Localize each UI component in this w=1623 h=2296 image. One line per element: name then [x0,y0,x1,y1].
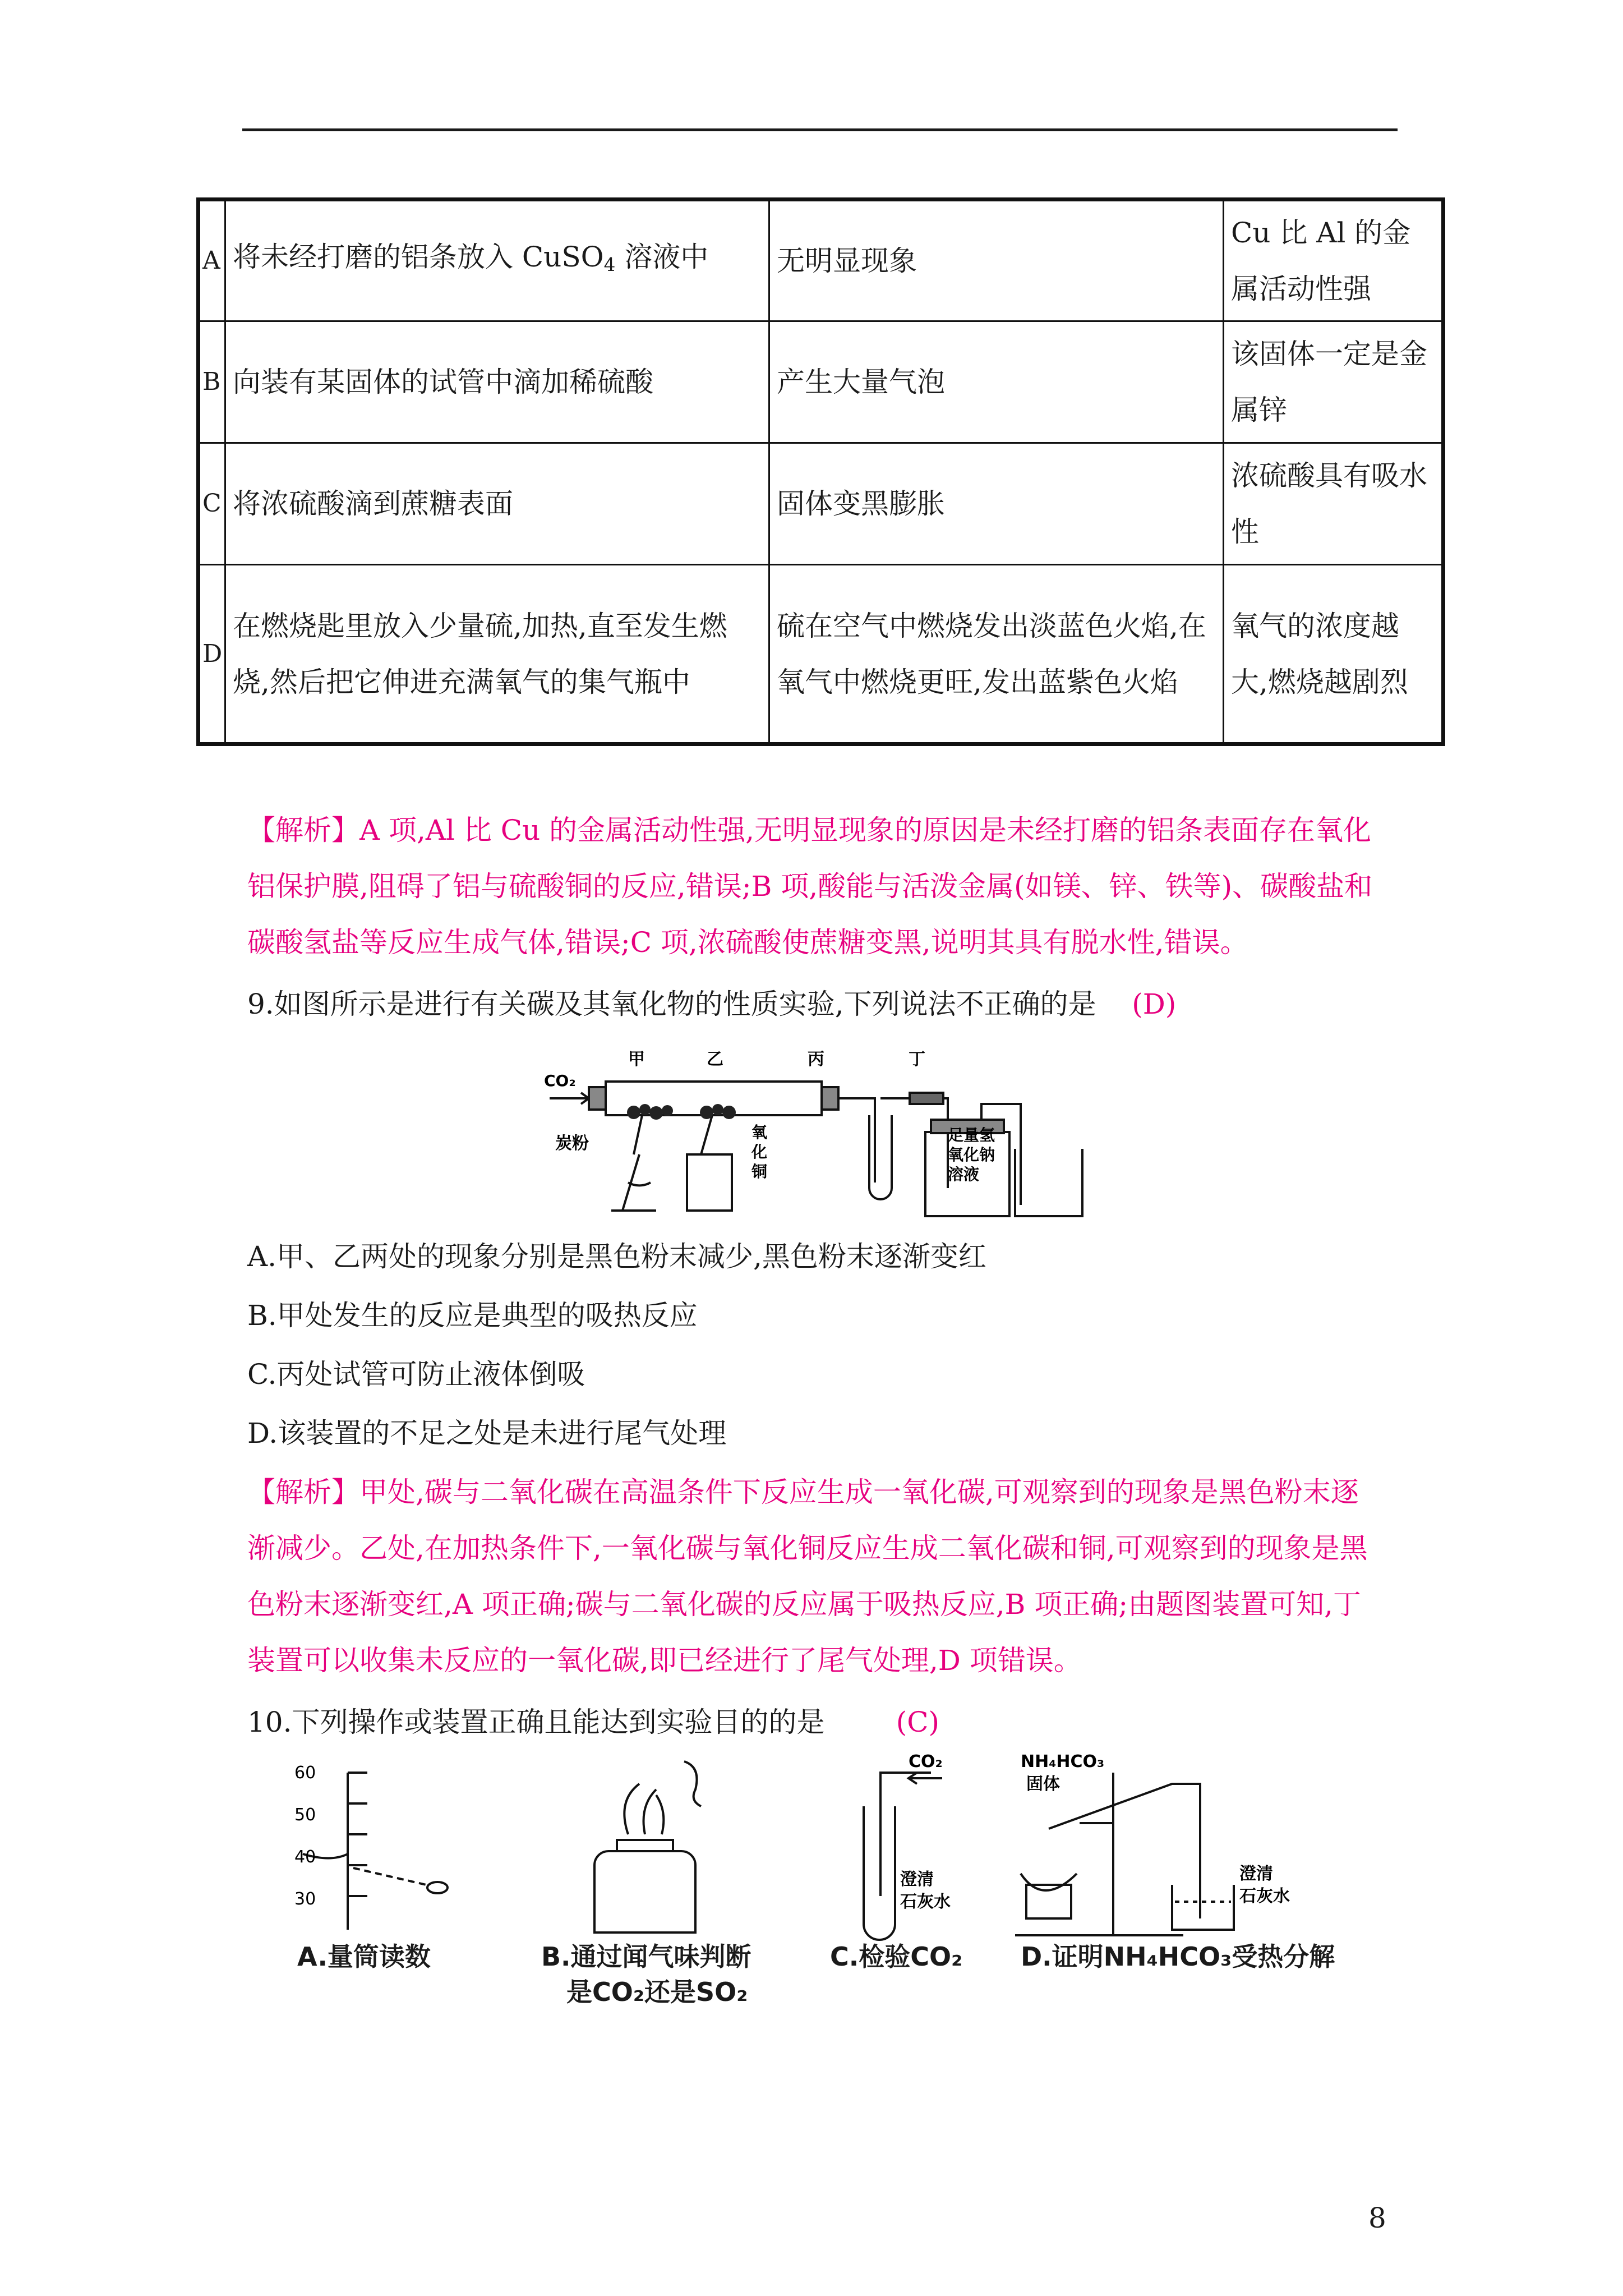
analysis-q8: 【解析】A 项,Al 比 Cu 的金属活动性强,无明显现象的原因是未经打磨的铝条表面存在氧化铝保护膜,阻碍了铝与硫酸铜的反应,错误;B 项,酸能与活泼金属(如镁、锌、铁等)、碳酸盐和碳酸氢盐等反应生成气体,错误;C 项,浓硫酸使蔗糖变黑,说明其具有脱水性,错误。 [247,814,1373,959]
question-10-stem: 10.下列操作或装置正确且能达到实验目的的是 (C) [247,1706,939,1738]
co2-label: CO₂ [544,1071,576,1090]
experiment-table [196,197,1445,746]
naoh-label-2: 氧化钠 [948,1145,995,1164]
caption-b-line1: B.通过闻气味判断 [541,1941,751,1972]
naoh-label-1: 足量氢 [948,1126,995,1144]
tick-label: 50 [294,1805,316,1825]
option-a: A.甲、乙两处的现象分别是黑色粉末减少,黑色粉末逐渐变红 [247,1240,986,1273]
phenomenon-cell: 无明显现象 [769,200,1224,321]
conclusion-cell: 氧气的浓度越大,燃烧越剧烈 [1224,565,1444,744]
analysis-q9: 【解析】甲处,碳与二氧化碳在高温条件下反应生成一氧化碳,可观察到的现象是黑色粉末逐渐减少。乙处,在加热条件下,一氧化碳与氧化铜反应生成二氧化碳和铜,可观察到的现象是黑色粉末逐渐变红,A 项正确;碳与二氧化碳的反应属于吸热反应,B 项正确;由题图装置可知,丁装置可以收集未反应的一氧化碳,即已经进行了尾气处理,D 项错误。 [247,1476,1368,1677]
caption-b-line2: 是CO₂还是SO₂ [566,1977,748,2007]
operation-cell: 将未经打磨的铝条放入 CuSO$_4$ 溶液中 [225,200,769,321]
nh4hco3-label: NH₄HCO₃ [1021,1752,1105,1772]
yi-label: 乙 [707,1050,723,1069]
phenomenon-cell: 固体变黑膨胀 [769,443,1224,565]
option-c: C.丙处试管可防止液体倒吸 [247,1358,585,1391]
operation-cell: 在燃烧匙里放入少量硫,加热,直至发生燃烧,然后把它伸进充满氧气的集气瓶中 [225,565,769,744]
answer-q9: (D) [1132,988,1177,1020]
conclusion-cell: 浓硫酸具有吸水性 [1224,443,1444,565]
solid-label: 固体 [1026,1774,1060,1794]
option-d: D.该装置的不足之处是未进行尾气处理 [247,1417,727,1450]
jia-label: 甲 [628,1050,645,1069]
phenomenon-cell: 硫在空气中燃烧发出淡蓝色火焰,在氧气中燃烧更旺,发出蓝紫色火焰 [769,565,1224,744]
tick-label: 60 [294,1763,316,1783]
copper-oxide-label-2: 化 [751,1143,768,1161]
conclusion-cell: 该固体一定是金属锌 [1224,321,1444,443]
option-b: B.甲处发生的反应是典型的吸热反应 [247,1299,698,1332]
co2-label: CO₂ [909,1752,943,1772]
table-row [199,321,1444,443]
caption-a: A.量筒读数 [297,1941,431,1972]
tick-label: 30 [294,1889,316,1909]
tick-label: 40 [294,1847,316,1867]
ding-label: 丁 [909,1050,925,1069]
page-number: 8 [1368,2202,1386,2234]
option-letter: D [199,565,225,744]
question-9-stem: 9.如图所示是进行有关碳及其氧化物的性质实验,下列说法不正确的是 (D) [247,988,1177,1020]
caption-c: C.检验CO₂ [830,1941,963,1972]
phenomenon-cell: 产生大量气泡 [769,321,1224,443]
q10-figures [294,1750,1402,1963]
answer-q10: (C) [896,1706,939,1738]
caption-d: D.证明NH₄HCO₃受热分解 [1021,1941,1335,1972]
copper-oxide-label-1: 氧 [751,1123,768,1142]
limewater-label-2: 石灰水 [900,1892,951,1912]
carbon-label: 炭粉 [555,1134,589,1153]
copper-oxide-label-3: 铜 [751,1162,768,1181]
conclusion-cell: Cu 比 Al 的金属活动性强 [1224,200,1444,321]
operation-cell: 向装有某固体的试管中滴加稀硫酸 [225,321,769,443]
limewater-label-3: 澄清 [1239,1864,1273,1884]
carbon-oxide-apparatus-figure [544,1042,1094,1216]
limewater-label-4: 石灰水 [1239,1887,1290,1906]
header-rule [242,128,1398,131]
option-letter: A [199,200,225,321]
naoh-label-3: 溶液 [948,1165,980,1184]
operation-cell: 将浓硫酸滴到蔗糖表面 [225,443,769,565]
table-row [199,443,1444,565]
bing-label: 丙 [808,1050,824,1069]
limewater-label-1: 澄清 [900,1870,934,1889]
option-letter: C [199,443,225,565]
table-row [199,565,1444,744]
option-letter: B [199,321,225,443]
table-row [199,200,1444,321]
